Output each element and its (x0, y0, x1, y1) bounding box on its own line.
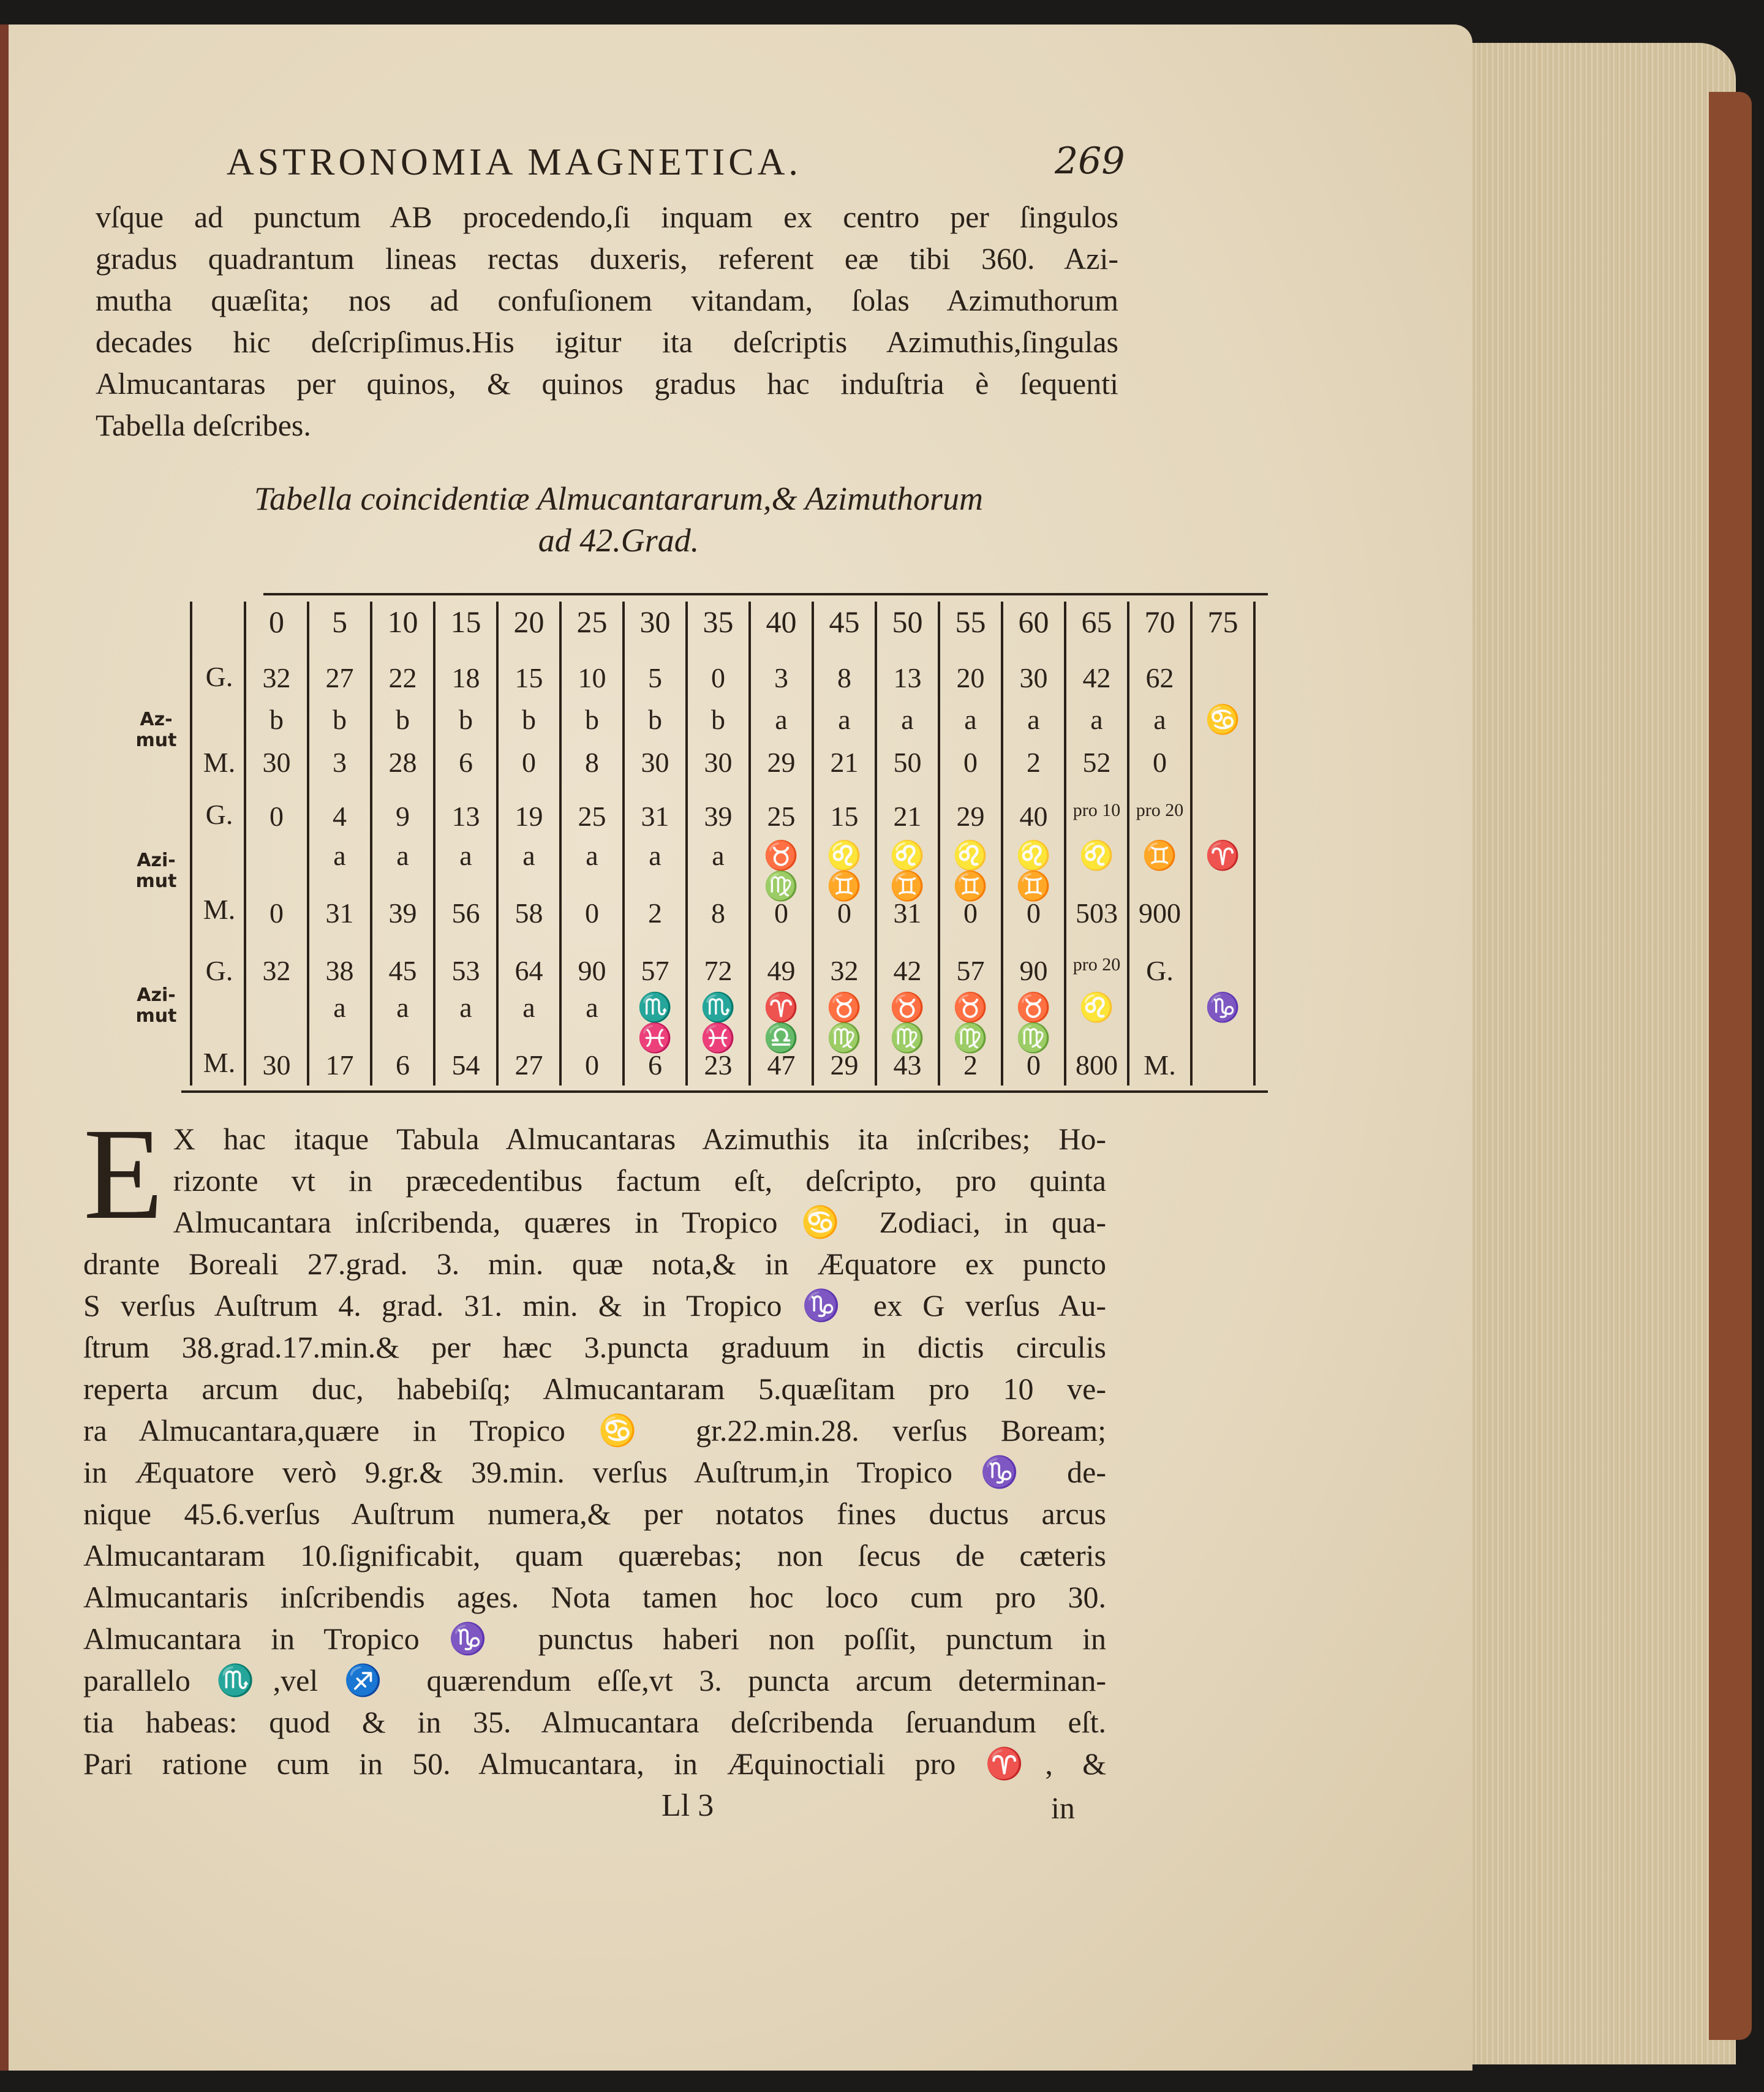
min-cell: 6 (459, 747, 473, 778)
letter-cell: ♉ (826, 992, 862, 1023)
letter-cell: ♈ (1205, 840, 1241, 871)
min-cell: 23 (704, 1049, 733, 1081)
grad-cell: 45 (388, 955, 417, 986)
min-cell: 6 (396, 1049, 410, 1081)
grad-cell: 62 (1145, 662, 1174, 693)
letter-cell: ♉ (1016, 992, 1052, 1023)
grad-cell: 32 (262, 662, 291, 693)
text-line: Almucantaras per quinos, & quinos gradus hac induſtria è ſequenti (96, 366, 1118, 401)
column-header: 5 (332, 605, 347, 639)
letter-cell: a (964, 704, 977, 735)
column-header: 45 (829, 605, 860, 639)
table-caption (165, 478, 1072, 561)
min-cell: 17 (325, 1049, 354, 1081)
letter-cell: ♌ (889, 840, 925, 871)
min-cell: 52 (1082, 747, 1111, 778)
sign-cell: ♍ (826, 1022, 862, 1054)
text-line: vſque ad punctum AB procedendo,ſi inquam ex centro per ſingulos (96, 200, 1118, 234)
grad-cell: 21 (893, 801, 922, 832)
text-line: Almucantaris inſcribendis ages. Nota tamen hoc loco cum pro 30. (83, 1580, 1106, 1614)
letter-cell: a (396, 840, 409, 871)
letter-cell: ♉ (889, 992, 925, 1023)
letter-cell: a (459, 992, 472, 1023)
sign-cell: ♊ (826, 870, 862, 902)
column-header: 75 (1207, 605, 1238, 639)
side-label-azimut: Azi-mut (135, 850, 177, 892)
letter-cell: a (901, 704, 914, 735)
text-line: Tabella deſcribes. (96, 408, 311, 442)
grad-cell: 20 (956, 662, 985, 693)
min-cell: 0 (963, 747, 978, 778)
letter-cell: ♉ (763, 840, 799, 871)
min-cell: 30 (641, 747, 669, 778)
min-cell: 54 (451, 1049, 480, 1081)
letter-cell: ♏ (637, 992, 673, 1023)
min-cell: 0 (774, 897, 788, 929)
column-header: 20 (513, 605, 545, 639)
min-cell: 3 (333, 747, 347, 778)
letter-cell: ♋ (1205, 704, 1241, 735)
letter-cell: a (1027, 704, 1040, 735)
min-cell: 31 (325, 897, 354, 929)
table-top-rule (263, 593, 1268, 595)
letter-cell: b (522, 704, 536, 735)
text-line: Almucantaram 10.ſignificabit, quam quærebas; non ſecus de cæteris (83, 1538, 1106, 1573)
min-cell: 21 (830, 747, 859, 778)
letter-cell: b (711, 704, 725, 735)
grad-cell: 22 (388, 662, 417, 693)
intro-paragraph (96, 196, 1118, 446)
letter-cell: ♌ (952, 840, 989, 871)
grad-cell: 8 (837, 662, 851, 693)
row-marker-grad: G. (205, 799, 233, 830)
column-header: 35 (703, 605, 734, 639)
grad-cell: 15 (514, 662, 543, 693)
min-cell: 56 (451, 897, 480, 929)
sign-cell: ♍ (889, 1022, 925, 1054)
text-line: parallelo ♏,vel ♐ quærendum eſſe,vt 3. puncta arcum determinan- (83, 1663, 1106, 1697)
grad-cell: 42 (1082, 662, 1111, 693)
grad-cell: 29 (956, 801, 985, 832)
grad-cell: G. (1146, 955, 1174, 986)
text-line: rizonte vt in præcedentibus factum eſt, deſcripto, pro quinta (173, 1163, 1106, 1198)
column-header: 10 (387, 605, 418, 639)
letter-cell: a (586, 840, 598, 871)
letter-cell: a (1090, 704, 1103, 735)
min-cell: 2 (1027, 747, 1041, 778)
sign-cell: ♓ (700, 1022, 736, 1054)
text-line: decades hic deſcripſimus.His igitur ita deſcriptis Azimuthis,ſingulas (96, 325, 1118, 359)
grad-cell: 72 (704, 955, 733, 986)
grad-cell: 49 (767, 955, 796, 986)
min-cell: 43 (893, 1049, 922, 1081)
grad-cell: 57 (641, 955, 669, 986)
letter-cell: b (270, 704, 284, 735)
grad-cell: pro 20 (1136, 800, 1184, 820)
grad-cell: pro 20 (1072, 954, 1121, 975)
sign-cell: ♊ (1016, 870, 1052, 902)
running-title: ASTRONOMIA MAGNETICA. (227, 142, 802, 183)
min-cell: 800 (1076, 1049, 1118, 1081)
sign-cell: ♍ (952, 1022, 989, 1054)
min-cell: 0 (1153, 747, 1167, 778)
text-line: Almucantara in Tropico ♑ punctus haberi non poſſit, punctum in (83, 1622, 1106, 1656)
letter-cell: ♑ (1205, 992, 1241, 1023)
cover-edge (0, 25, 9, 2071)
text-line: ra Almucantara,quære in Tropico ♋ gr.22.min.28. verſus Boream; (83, 1413, 1106, 1448)
letter-cell: ♏ (700, 992, 736, 1023)
min-cell: 6 (648, 1049, 662, 1081)
sign-cell: ♍ (763, 870, 799, 902)
min-cell: 29 (767, 747, 796, 778)
min-cell: 29 (830, 1049, 859, 1081)
letter-cell: a (1153, 704, 1166, 735)
row-marker-min: M. (203, 894, 236, 925)
min-cell: 900 (1139, 897, 1181, 929)
row-marker-grad: G. (205, 955, 233, 986)
letter-cell: a (459, 840, 472, 871)
column-header: 30 (639, 605, 671, 639)
min-cell: 58 (514, 897, 543, 929)
leather-binding (1709, 92, 1752, 2040)
grad-cell: 13 (451, 801, 480, 832)
grad-cell: 32 (830, 955, 859, 986)
page-number: 269 (1055, 140, 1125, 183)
drop-initial: E (83, 1101, 164, 1247)
text-line: gradus quadrantum lineas rectas duxeris, referent eæ tibi 360. Azi- (96, 241, 1118, 276)
letter-cell: ♌ (1016, 840, 1052, 871)
letter-cell: ♌ (1079, 992, 1115, 1023)
column-header: 40 (766, 605, 797, 639)
grad-cell: 18 (451, 662, 480, 693)
letter-cell: ♈ (763, 992, 799, 1023)
letter-cell: ♊ (1142, 840, 1178, 871)
letter-cell: b (333, 704, 347, 735)
caption-line: Tabella coincidentiæ Almucantararum,& Azimuthorum (254, 480, 984, 517)
letter-cell: a (333, 992, 346, 1023)
grad-cell: 15 (830, 801, 859, 832)
letter-cell: a (522, 840, 535, 871)
text-line: reperta arcum duc, habebiſq; Almucantaram 5.quæſitam pro 10 ve- (83, 1372, 1106, 1406)
text-line: nique 45.6.verſus Auſtrum numera,& per notatos fines ductus arcus (83, 1497, 1106, 1531)
letter-cell: a (522, 992, 535, 1023)
text-line: S verſus Auſtrum 4. grad. 31. min. & in Tropico ♑ ex G verſus Au- (83, 1288, 1106, 1323)
text-line: X hac itaque Tabula Almucantaras Azimuthis ita inſcribes; Ho- (173, 1122, 1106, 1156)
min-cell: 0 (585, 1049, 599, 1081)
min-cell: 50 (893, 747, 922, 778)
grad-cell: 19 (514, 801, 543, 832)
letter-cell: ♌ (826, 840, 862, 871)
grad-cell: 40 (1019, 801, 1048, 832)
grad-cell: 32 (262, 955, 291, 986)
grad-cell: 27 (325, 662, 354, 693)
row-marker-min: M. (203, 747, 236, 778)
letter-cell: ♉ (952, 992, 989, 1023)
min-cell: 8 (585, 747, 599, 778)
grad-cell: 31 (641, 801, 669, 832)
min-cell: 30 (262, 1049, 291, 1081)
grad-cell: 90 (578, 955, 606, 986)
sign-cell: ♍ (1016, 1022, 1052, 1054)
grad-cell: 64 (514, 955, 543, 986)
min-cell: 39 (388, 897, 417, 929)
min-cell: 0 (837, 897, 851, 929)
min-cell: 8 (711, 897, 725, 929)
min-cell: 47 (767, 1049, 796, 1081)
text-line: tia habeas: quod & in 35. Almucantara deſcribenda ſeruandum eſt. (83, 1705, 1106, 1739)
min-cell: 0 (270, 897, 284, 929)
side-label-azimut: Az-mut (135, 709, 177, 751)
sign-cell: ♊ (889, 870, 925, 902)
grad-cell: 30 (1019, 662, 1048, 693)
column-header: 50 (892, 605, 923, 639)
min-cell: 2 (648, 897, 662, 929)
column-header: 60 (1018, 605, 1049, 639)
side-label-azimut: Azi-mut (135, 984, 177, 1027)
letter-cell: a (586, 992, 598, 1023)
text-line: Almucantara inſcribenda, quæres in Tropico ♋ Zodiaci, in qua- (173, 1205, 1106, 1239)
text-line: Pari ratione cum in 50. Almucantara, in Æquinoctiali pro ♈, & (83, 1746, 1106, 1781)
letter-cell: a (649, 840, 662, 871)
letter-cell: a (396, 992, 409, 1023)
column-header: 0 (269, 605, 284, 639)
row-marker-min: M. (203, 1047, 236, 1078)
min-cell: 503 (1076, 897, 1118, 929)
grad-cell: 42 (893, 955, 922, 986)
text-line: ſtrum 38.grad.17.min.& per hæc 3.puncta graduum in dictis circulis (83, 1330, 1106, 1364)
text-line: drante Boreali 27.grad. 3. min. quæ nota,& in Æquatore ex puncto (83, 1247, 1106, 1281)
sign-cell: ♊ (952, 870, 989, 902)
grad-cell: 57 (956, 955, 985, 986)
grad-cell: pro 10 (1072, 800, 1121, 820)
grad-cell: 9 (396, 801, 410, 832)
grad-cell: 25 (578, 801, 606, 832)
min-cell: 2 (963, 1049, 978, 1081)
column-header: 15 (450, 605, 481, 639)
letter-cell: a (838, 704, 851, 735)
page-fore-edge (1472, 43, 1736, 2064)
min-cell: 0 (585, 897, 599, 929)
grad-cell: 4 (333, 801, 347, 832)
grad-cell: 39 (704, 801, 733, 832)
min-cell: 0 (1027, 1049, 1041, 1081)
text-line: mutha quæſita; nos ad confuſionem vitandam, ſolas Azimuthorum (96, 283, 1118, 317)
body-paragraph (83, 1101, 1106, 1784)
letter-cell: b (648, 704, 662, 735)
min-cell: 27 (514, 1049, 543, 1081)
min-cell: 30 (704, 747, 733, 778)
sign-cell: ♓ (637, 1022, 673, 1054)
min-cell: 0 (522, 747, 536, 778)
letter-cell: ♌ (1079, 840, 1115, 871)
signature-mark: Ll 3 (662, 1788, 714, 1823)
column-header: 70 (1144, 605, 1175, 639)
grad-cell: 38 (325, 955, 354, 986)
row-marker-grad: G. (205, 661, 233, 692)
column-header: 25 (576, 605, 608, 639)
sign-cell: ♎ (763, 1022, 799, 1054)
table-left-rule (190, 602, 192, 1086)
column-header: 55 (955, 605, 986, 639)
grad-cell: 0 (270, 801, 284, 832)
grad-cell: 25 (767, 801, 796, 832)
min-cell: 28 (388, 747, 417, 778)
letter-cell: a (333, 840, 346, 871)
min-cell: 30 (262, 747, 291, 778)
grad-cell: 10 (578, 662, 606, 693)
min-cell: 0 (1027, 897, 1041, 929)
min-cell: 0 (963, 897, 978, 929)
grad-cell: 13 (893, 662, 922, 693)
table-bottom-rule (181, 1090, 1268, 1093)
grad-cell: 5 (648, 662, 662, 693)
coincidence-table (123, 593, 1268, 1095)
letter-cell: b (459, 704, 473, 735)
letter-cell: a (775, 704, 788, 735)
text-line: in Æquatore verò 9.gr.& 39.min. verſus Auſtrum,in Tropico ♑ de- (83, 1455, 1106, 1489)
grad-cell: 53 (451, 955, 480, 986)
min-cell: 31 (893, 897, 922, 929)
column-header: 65 (1081, 605, 1112, 639)
grad-cell: 0 (711, 662, 725, 693)
grad-cell: 3 (774, 662, 788, 693)
min-cell: M. (1144, 1049, 1176, 1081)
caption-line: ad 42.Grad. (538, 522, 699, 559)
letter-cell: b (396, 704, 410, 735)
catchword: in (1051, 1791, 1075, 1825)
grad-cell: 90 (1019, 955, 1048, 986)
letter-cell: a (712, 840, 725, 871)
letter-cell: b (585, 704, 599, 735)
